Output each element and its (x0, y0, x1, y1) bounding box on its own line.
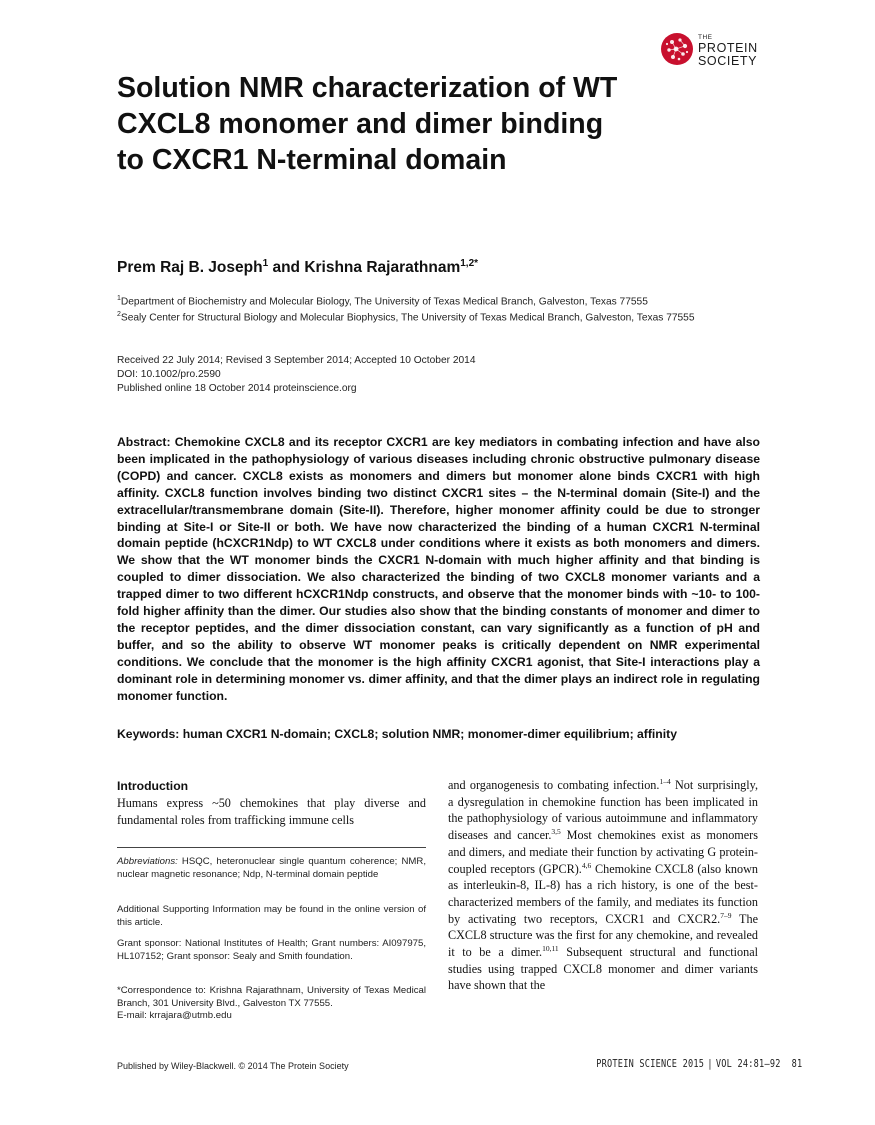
footer-publisher: Published by Wiley-Blackwell. © 2014 The Protein Society (117, 1061, 349, 1071)
correspondence-address: *Correspondence to: Krishna Rajarathnam, University of Texas Medical Branch, 301 University Blvd., Galveston TX 77555. (117, 985, 426, 1009)
published-online: Published online 18 October 2014 proteinscience.org (117, 383, 357, 395)
affiliation-text: Department of Biochemistry and Molecular Biology, The University of Texas Medical Branch, Galveston, Texas 77555 (120, 296, 648, 308)
logo-text-protein: PROTEIN (698, 41, 758, 55)
page-number: 81 (791, 1057, 803, 1070)
article-title (117, 70, 717, 178)
title-line-2: CXCL8 monomer and dimer binding (117, 108, 604, 140)
footer-journal-info (596, 1057, 803, 1070)
footer-volume: VOL 24:81—92 (715, 1057, 781, 1070)
citation-ref: 3,5 (551, 827, 561, 837)
footnote-supporting-info: Additional Supporting Information may be found in the online version of this article. (117, 904, 426, 928)
footnote-abbreviations (117, 856, 426, 881)
affiliation-2 (117, 307, 737, 325)
author-affiliation-mark: 1,2* (460, 258, 479, 269)
author-name: Prem Raj B. Joseph (117, 259, 263, 277)
introduction-text: Humans express ~50 chemokines that play diverse and fundamental roles from trafficking immune cells (117, 796, 426, 827)
keywords: Keywords: human CXCR1 N-domain; CXCL8; solution NMR; monomer-dimer equilibrium; affinity (117, 727, 677, 741)
protein-society-logo (660, 32, 770, 72)
body-text-run: Subsequent structural and functional studies using trapped CXCL8 monomer and dimer variants have shown that the (448, 945, 758, 993)
affiliation-mark: 1 (117, 295, 121, 302)
received-dates: Received 22 July 2014; Revised 3 September 2014; Accepted 10 October 2014 (117, 355, 476, 366)
affiliation-text: Sealy Center for Structural Biology and Molecular Biophysics, The University of Texas Medical Branch, Galveston, Texas 77555 (120, 312, 695, 324)
abstract: Abstract: Chemokine CXCL8 and its receptor CXCR1 are key mediators in combating infection and have also been implicated in the pathophysiology of various diseases including chronic obstructive pulmonary disease (COPD) and cancer. CXCL8 exists as monomers and dimers but monomer alone binds CXCR1 with high affinity. CXCL8 function involves binding two distinct CXCR1 sites – the N-terminal domain (Site-I) and the extracellular/transmembrane domain (Site-II). Therefore, higher monomer affinity could be due to stronger binding at Site-I or Site-II or both. We have now characterized the binding of a human CXCR1 N-terminal domain peptide (hCXCR1Ndp) to WT CXCL8 under conditions where it exists as both monomers and dimers. We show that the WT monomer binds the CXCR1 N-domain with much higher affinity and that binding is coupled to dimer dissociation. We also characterized the binding of two CXCL8 monomer variants and a trapped dimer to two different hCXCR1Ndp constructs, and observe that the monomer binds with ~10- to 100-fold higher affinity than the dimer. Our studies also show that the binding constants of monomer and dimer to the receptor peptides, and the dimer dissociation constant, can vary significantly as a function of pH and buffer, and so the ability to observe WT monomer peaks is critically dependent on NMR experimental conditions. We conclude that the monomer is the high affinity CXCR1 agonist, that Site-I interactions play a dominant role in determining monomer vs. dimer affinity, and that the dimer plays an indirect role in regulating monomer function. (117, 435, 760, 703)
title-line-1: Solution NMR characterization of WT (117, 72, 618, 104)
citation-ref: 10,11 (542, 943, 559, 953)
author-name: Krishna Rajarathnam (304, 259, 461, 277)
protein-society-emblem-icon (660, 32, 694, 66)
footer-journal-name: PROTEIN SCIENCE 2015 (596, 1057, 705, 1070)
correspondence-email: E-mail: krrajara@utmb.edu (117, 1010, 232, 1022)
footnote-divider (117, 847, 426, 848)
body-text-run: Not surprisingly, a dysregulation in chemokine function has been implicated in the pathophysiology of various autoimmune and inflammatory diseases and cancer. (448, 778, 758, 843)
abbreviations-label: Abbreviations: (117, 856, 178, 867)
body-text-run: Most chemokines exist as monomers and dimers, and mediate their function by activating G protein-coupled receptors (GPCR). (448, 828, 758, 876)
citation-ref: 1–4 (659, 776, 671, 786)
author-conjunction: and (268, 259, 305, 277)
body-text-run: Chemokine CXCL8 (also known as interleukin-8, IL-8) has a rich history, is one of the best-characterized members of the family, and mediates its function by activating two receptors, CXCR1 and CXCR2. (448, 861, 759, 926)
footnote-grant: Grant sponsor: National Institutes of Health; Grant numbers: AI097975, HL107152; Grant sponsor: Sealy and Smith foundation. (117, 938, 426, 962)
footnote-correspondence (117, 985, 426, 1023)
author-list (117, 258, 478, 277)
body-text-right-column (448, 777, 758, 994)
affiliation-mark: 2 (117, 311, 121, 318)
footer-separator: | (707, 1057, 713, 1070)
publication-history (117, 354, 476, 397)
doi: DOI: 10.1002/pro.2590 (117, 369, 221, 381)
logo-text-the: THE (698, 34, 713, 41)
logo-text-society: SOCIETY (698, 54, 758, 68)
body-text-run: The CXCL8 structure was the first for any chemokine, and revealed it to be a dimer. (448, 911, 758, 960)
citation-ref: 4,6 (581, 860, 592, 870)
abbreviations-text: HSQC, heteronuclear single quantum coherence; NMR, nuclear magnetic resonance; Ndp, N-terminal domain peptide (117, 856, 426, 880)
author-affiliation-mark: 1 (262, 258, 269, 269)
section-heading-introduction: Introduction (117, 779, 189, 793)
body-text-run: and organogenesis to combating infection. (448, 778, 660, 792)
citation-ref: 7–9 (720, 910, 732, 920)
title-line-3: to CXCR1 N-terminal domain (117, 144, 507, 176)
